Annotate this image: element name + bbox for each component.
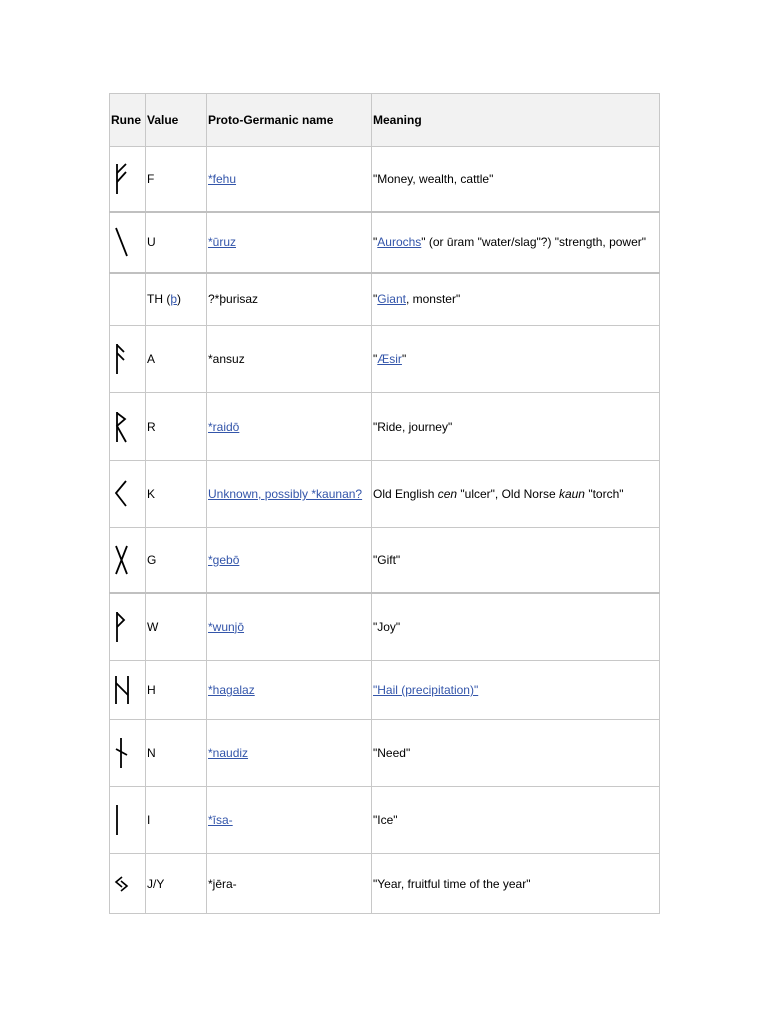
name-link[interactable]: *gebō (208, 552, 240, 567)
meaning-text: " (373, 235, 378, 249)
name-cell (207, 393, 372, 461)
value-cell: H (146, 661, 207, 720)
name-link[interactable]: *hagalaz (208, 683, 255, 697)
rune-cell (110, 593, 146, 661)
name-cell (207, 528, 372, 593)
name-cell (207, 661, 372, 720)
name-link[interactable]: *fehu (208, 171, 237, 186)
meaning-cell (372, 661, 660, 720)
value-cell: I (146, 787, 207, 854)
value-cell: J/Y (146, 854, 207, 914)
name-link[interactable]: *raidō (208, 419, 240, 434)
table-row (110, 720, 660, 787)
value-cell: R (146, 393, 207, 461)
gebo-rune-icon (113, 544, 133, 576)
hagalaz-rune-icon (113, 674, 133, 706)
value-cell: W (146, 593, 207, 661)
name-link[interactable]: *īsa- (208, 813, 233, 827)
meaning-text: " (373, 292, 378, 307)
rune-cell (110, 393, 146, 461)
rune-cell (110, 326, 146, 393)
value-cell (146, 273, 207, 326)
meaning-cell (372, 273, 660, 326)
rune-cell (110, 147, 146, 212)
table-row (110, 528, 660, 593)
rune-cell (110, 212, 146, 273)
table-row (110, 273, 660, 326)
meaning-cell: "Ride, journey" (372, 393, 660, 461)
table-row (110, 593, 660, 661)
name-link[interactable]: *naudiz (208, 746, 249, 760)
meaning-cell: "Gift" (372, 528, 660, 593)
meaning-cell: "Ice" (372, 787, 660, 854)
table-row (110, 393, 660, 461)
name-cell (207, 593, 372, 661)
rune-table (109, 93, 660, 914)
raido-rune-icon (113, 411, 133, 443)
meaning-text: "ulcer", Old Norse (457, 487, 559, 501)
name-cell (207, 147, 372, 212)
meaning-text: "torch" (584, 487, 624, 501)
isa-rune-icon (113, 804, 133, 836)
ansuz-rune-icon (113, 343, 133, 375)
table-row (110, 147, 660, 212)
name-link[interactable]: Unknown, possibly *kaunan? (208, 487, 363, 501)
table-row (110, 661, 660, 720)
name-link[interactable]: *ūruz (208, 235, 237, 249)
rune-cell (110, 461, 146, 528)
meaning-text: Old English (373, 487, 438, 501)
name-cell (207, 787, 372, 854)
rune-cell (110, 528, 146, 593)
rune-cell (110, 661, 146, 720)
aurochs-link[interactable]: Aurochs (377, 235, 422, 249)
name-cell (207, 720, 372, 787)
meaning-cell (372, 461, 660, 528)
header-proto-germanic-name: Proto-Germanic name (207, 94, 372, 147)
meaning-italic: kaun (558, 487, 585, 501)
table-row (110, 326, 660, 393)
meaning-italic: cen (437, 487, 458, 501)
meaning-cell: "Money, wealth, cattle" (372, 147, 660, 212)
meaning-cell: "Year, fruitful time of the year" (372, 854, 660, 914)
wunjo-rune-icon (113, 611, 133, 643)
value-cell: A (146, 326, 207, 393)
name-cell: *ansuz (207, 326, 372, 393)
value-cell: F (146, 147, 207, 212)
table-header-row (110, 94, 660, 147)
meaning-text: , monster" (405, 292, 461, 307)
table-row (110, 787, 660, 854)
kaunan-rune-icon (113, 478, 133, 510)
meaning-text: " (401, 352, 407, 366)
value-cell: U (146, 212, 207, 273)
naudiz-rune-icon (113, 737, 133, 769)
name-cell: *jēra- (207, 854, 372, 914)
value-cell: G (146, 528, 207, 593)
table-row (110, 461, 660, 528)
rune-cell (110, 854, 146, 914)
table-row (110, 854, 660, 914)
fehu-rune-icon (113, 163, 133, 195)
meaning-cell: "Joy" (372, 593, 660, 661)
hail-link[interactable]: "Hail (precipitation)" (373, 683, 479, 697)
table-row (110, 212, 660, 273)
thorn-link[interactable]: þ (170, 292, 178, 307)
uruz-rune-icon (113, 226, 133, 258)
header-value: Value (146, 94, 207, 147)
value-text: TH ( (147, 292, 171, 307)
giant-link[interactable]: Giant (377, 292, 406, 307)
name-cell (207, 212, 372, 273)
meaning-text: " (373, 352, 378, 366)
value-cell: K (146, 461, 207, 528)
meaning-text: " (or ūram "water/slag"?) "strength, power" (421, 235, 647, 249)
header-meaning: Meaning (372, 94, 660, 147)
rune-cell (110, 273, 146, 326)
rune-cell (110, 787, 146, 854)
aesir-link[interactable]: Æsir (377, 352, 402, 366)
rune-cell (110, 720, 146, 787)
jera-rune-icon (113, 868, 133, 900)
value-text: ) (177, 292, 182, 307)
meaning-cell (372, 212, 660, 273)
name-cell: ?*þurisaz (207, 273, 372, 326)
header-rune: Rune (110, 94, 146, 147)
meaning-cell: "Need" (372, 720, 660, 787)
meaning-cell (372, 326, 660, 393)
value-cell: N (146, 720, 207, 787)
name-cell (207, 461, 372, 528)
name-link[interactable]: *wunjō (208, 619, 245, 634)
